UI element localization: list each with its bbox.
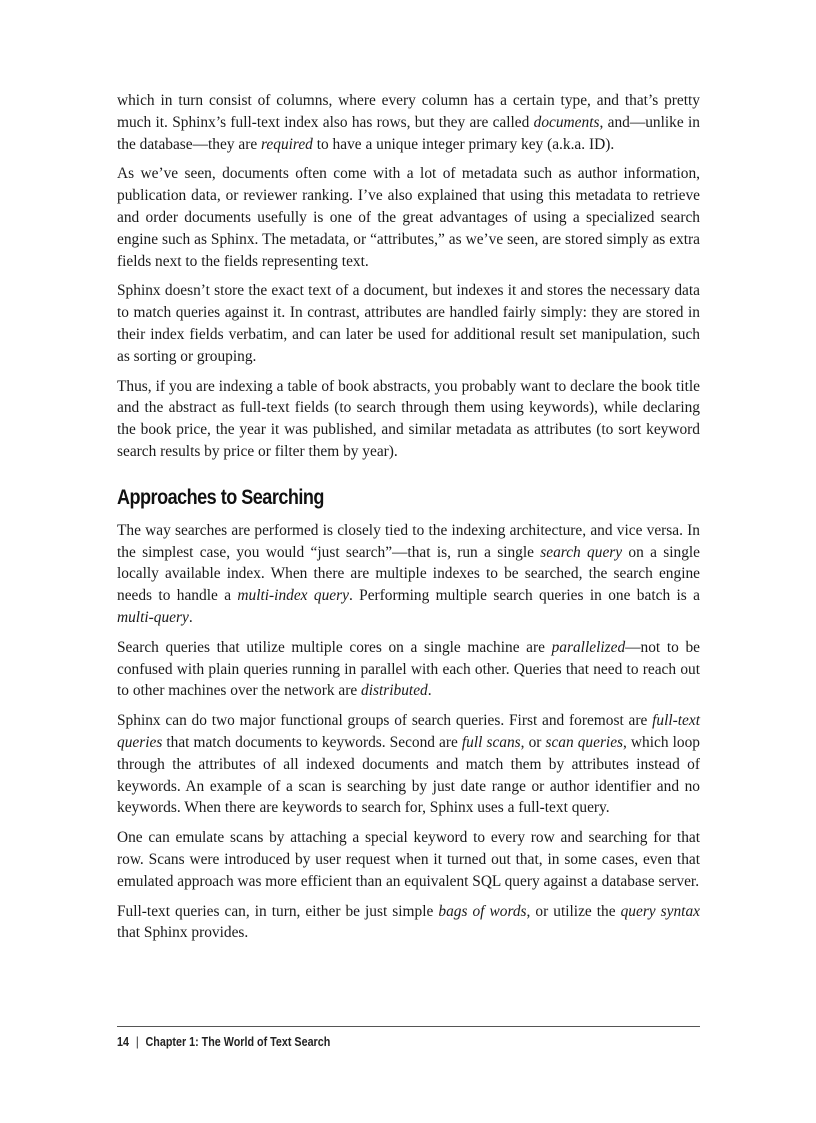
page-body (117, 90, 700, 952)
paragraph-6: Search queries that utilize multiple cores on a single machine are parallelized—not to be confused with plain queries running in parallel with each other. Queries that need to reach out to other machines over the network are distributed. (117, 638, 700, 700)
footer-separator: | (135, 1035, 139, 1049)
paragraph-3: Sphinx doesn’t store the exact text of a document, but indexes it and stores the necessary data to match queries against it. In contrast, attributes are handled fairly simply: they are stored in their index fields verbatim, and can later be used for additional result set manipulation, such as sorting or grouping. (117, 282, 700, 365)
paragraph-9: Full-text queries can, in turn, either be just simple bags of words, or utilize the query syntax that Sphinx provides. (117, 902, 700, 942)
section-heading: Approaches to Searching (117, 485, 324, 509)
footer-rule (117, 1026, 700, 1027)
paragraph-7: Sphinx can do two major functional groups of search queries. First and foremost are full-text queries that match documents to keywords. Second are full scans, or scan queries, which loop through the attributes of all indexed documents and match them by attributes instead of keywords. An example of a scan is searching by just date range or author identifier and no keywords. When there are keywords to search for, Sphinx uses a full-text query. (117, 712, 700, 817)
paragraph-4: Thus, if you are indexing a table of book abstracts, you probably want to declare the book title and the abstract as full-text fields (to search through them using keywords), while declaring the book price, the year it was published, and similar metadata as attributes (to sort keyword search results by price or filter them by year). (117, 377, 700, 460)
paragraph-2: As we’ve seen, documents often come with a lot of metadata such as author information, publication data, or reviewer ranking. I’ve also explained that using this metadata to retrieve and order documents usefully is one of the great advantages of using a specialized search engine such as Sphinx. The metadata, or “attributes,” as we’ve seen, are stored simply as extra fields next to the fields representing text. (117, 165, 700, 270)
page-number: 14 (117, 1035, 129, 1049)
page-footer (117, 1035, 330, 1049)
paragraph-5: The way searches are performed is closely tied to the indexing architecture, and vice versa. In the simplest case, you would “just search”—that is, run a single search query on a single locally available index. When there are multiple indexes to be searched, the search engine needs to handle a multi-index query. Performing multiple search queries in one batch is a multi-query. (117, 521, 700, 626)
paragraph-8: One can emulate scans by attaching a special keyword to every row and searching for that row. Scans were introduced by user request when it turned out that, in some cases, even that emulated approach was more efficient than an equivalent SQL query against a database server. (117, 829, 700, 890)
chapter-title: Chapter 1: The World of Text Search (145, 1035, 331, 1049)
paragraph-1: which in turn consist of columns, where every column has a certain type, and that’s pretty much it. Sphinx’s full-text index also has rows, but they are called documents, and—unlike in the database—they are required to have a unique integer primary key (a.k.a. ID). (117, 92, 700, 153)
